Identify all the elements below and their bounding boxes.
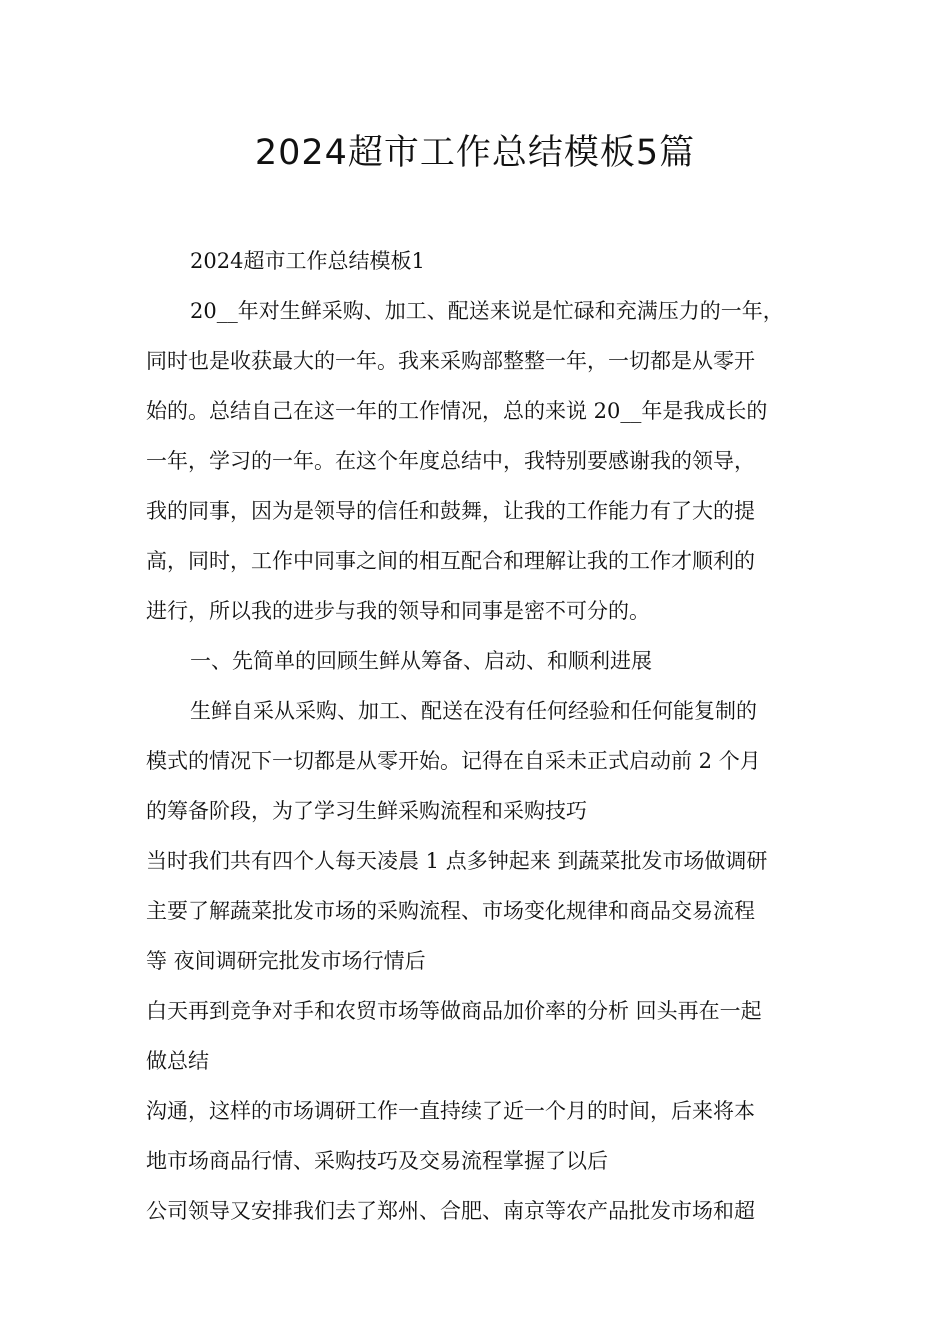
paragraph-line: 20__年对生鲜采购、加工、配送来说是忙碌和充满压力的一年， (190, 299, 784, 323)
paragraph-line: 主要了解蔬菜批发市场的采购流程、市场变化规律和商品交易流程 (146, 899, 755, 923)
paragraph-line: 当时我们共有四个人每天凌晨 1 点多钟起来 到蔬菜批发市场做调研 (146, 849, 768, 873)
section-heading: 2024超市工作总结模板1 (190, 249, 425, 273)
paragraph-line: 同时也是收获最大的一年。我来采购部整整一年，一切都是从零开 (146, 349, 755, 373)
paragraph-line: 高，同时，工作中同事之间的相互配合和理解让我的工作才顺利的 (146, 549, 755, 573)
document-title: 2024超市工作总结模板5篇 (254, 133, 696, 173)
paragraph-line: 进行，所以我的进步与我的领导和同事是密不可分的。 (146, 599, 650, 623)
paragraph-line: 的筹备阶段，为了学习生鲜采购流程和采购技巧 (146, 799, 587, 823)
paragraph-line: 公司领导又安排我们去了郑州、合肥、南京等农产品批发市场和超 (146, 1199, 755, 1223)
subsection-heading: 一、先简单的回顾生鲜从筹备、启动、和顺利进展 (190, 649, 652, 673)
paragraph-line: 地市场商品行情、采购技巧及交易流程掌握了以后 (146, 1149, 608, 1173)
paragraph-line: 一年，学习的一年。在这个年度总结中，我特别要感谢我的领导， (146, 449, 755, 473)
paragraph-line: 等 夜间调研完批发市场行情后 (146, 949, 426, 973)
paragraph-line: 白天再到竞争对手和农贸市场等做商品加价率的分析 回头再在一起 (146, 999, 762, 1023)
paragraph-line: 做总结 (146, 1049, 209, 1073)
paragraph-line: 沟通，这样的市场调研工作一直持续了近一个月的时间，后来将本 (146, 1099, 755, 1123)
paragraph-line: 始的。总结自己在这一年的工作情况，总的来说 20__年是我成长的 (146, 399, 768, 423)
paragraph-line: 模式的情况下一切都是从零开始。记得在自采未正式启动前 2 个月 (146, 749, 761, 773)
paragraph-line: 我的同事，因为是领导的信任和鼓舞，让我的工作能力有了大的提 (146, 499, 755, 523)
document-body (146, 236, 826, 1236)
paragraph-line: 生鲜自采从采购、加工、配送在没有任何经验和任何能复制的 (190, 699, 757, 723)
